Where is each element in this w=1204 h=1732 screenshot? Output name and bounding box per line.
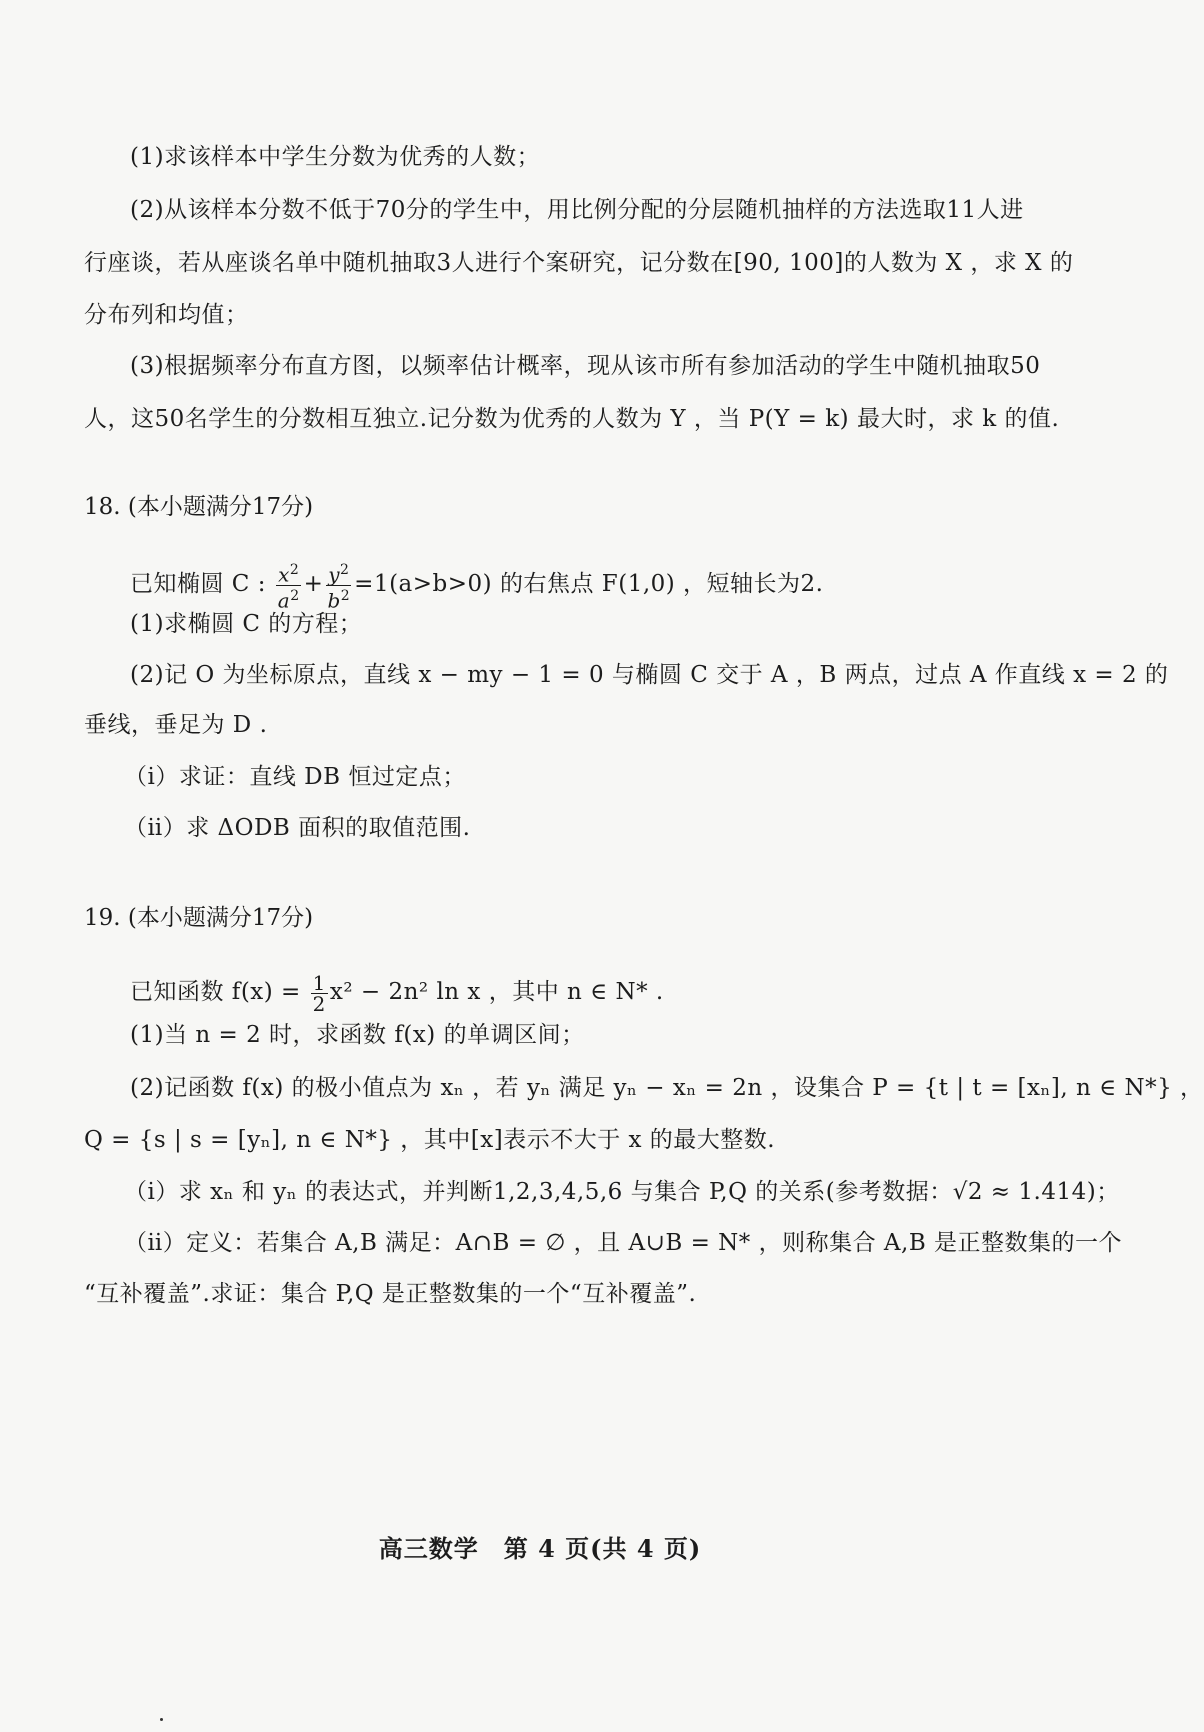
p17-q3-line2: 人，这50名学生的分数相互独立.记分数为优秀的人数为 Y ，当 P(Y = k) 最大时，求 k 的值. [84, 406, 1060, 432]
one-half-fraction: $\frac{1}{2}$ [312, 970, 326, 1016]
p19-q2-line1: (2)记函数 f(x) 的极小值点为 xₙ ，若 yₙ 满足 yₙ − xₙ = 2n ，设集合 P = {t | t = [xₙ], n ∈ N*} ， [130, 1075, 1204, 1101]
p19-stem [130, 970, 664, 1014]
p18-sub1: （ⅰ）求证：直线 DB 恒过定点； [124, 764, 466, 790]
p19-q1: (1)当 n = 2 时，求函数 f(x) 的单调区间； [130, 1022, 585, 1048]
p18-stem-pre: 已知椭圆 C : [130, 571, 266, 598]
p18-stem: 已知椭圆 C : $\frac{x^2}{a^2}$ + $\frac{y^2}{b^2}$ =1(a>b>0) 的右焦点 F(1,0) ，短轴长为2. [130, 562, 824, 613]
x2-over-a2-fraction: $\frac{x^2}{a^2}$ [277, 562, 300, 613]
p18-heading: 18. (本小题满分17分) [84, 494, 314, 520]
p19-stem-pre: 已知函数 f(x) = [130, 979, 301, 1005]
p18-q2-line1: (2)记 O 为坐标原点，直线 x − my − 1 = 0 与椭圆 C 交于 A ，B 两点，过点 A 作直线 x = 2 的 [130, 662, 1169, 688]
p17-q2-line2: 行座谈，若从座谈名单中随机抽取3人进行个案研究，记分数在[90, 100]的人数为 X ，求 X 的 [84, 250, 1074, 276]
p19-heading: 19. (本小题满分17分) [84, 905, 314, 931]
p19-sub2-line2: “互补覆盖”.求证：集合 P,Q 是正整数集的一个“互补覆盖”. [84, 1281, 697, 1307]
p17-q2-line1: (2)从该样本分数不低于70分的学生中，用比例分配的分层随机抽样的方法选取11人进 [130, 197, 1024, 223]
y2-over-b2-fraction: $\frac{y^2}{b^2}$ [327, 562, 351, 613]
p18-q2-line2: 垂线，垂足为 D . [84, 712, 268, 738]
p18-stem-post: =1(a>b>0) 的右焦点 F(1,0) ，短轴长为2. [354, 571, 824, 598]
page-footer: 高三数学 第 4 页(共 4 页) [378, 1534, 702, 1563]
p19-stem-post: x² − 2n² ln x ，其中 n ∈ N* . [329, 979, 664, 1005]
p19-sub2-line1: （ⅱ）定义：若集合 A,B 满足：A∩B = ∅ ，且 A∪B = N* ，则称集合 A,B 是正整数集的一个 [124, 1230, 1123, 1256]
p17-q2-line3: 分布列和均值； [84, 302, 249, 328]
p19-sub1: （ⅰ）求 xₙ 和 yₙ 的表达式，并判断1,2,3,4,5,6 与集合 P,Q 的关系(参考数据：√2 ≈ 1.414)； [124, 1179, 1120, 1205]
p19-q2-line2: Q = {s | s = [yₙ], n ∈ N*} ，其中[x]表示不大于 x 的最大整数. [84, 1127, 776, 1153]
p17-q1: (1)求该样本中学生分数为优秀的人数； [130, 144, 541, 170]
p17-q3-line1: (3)根据频率分布直方图，以频率估计概率，现从该市所有参加活动的学生中随机抽取50 [130, 353, 1041, 379]
p18-q1: (1)求椭圆 C 的方程； [130, 611, 363, 637]
p18-sub2: （ⅱ）求 ΔODB 面积的取值范围. [124, 815, 471, 841]
scan-speck [160, 1718, 163, 1721]
